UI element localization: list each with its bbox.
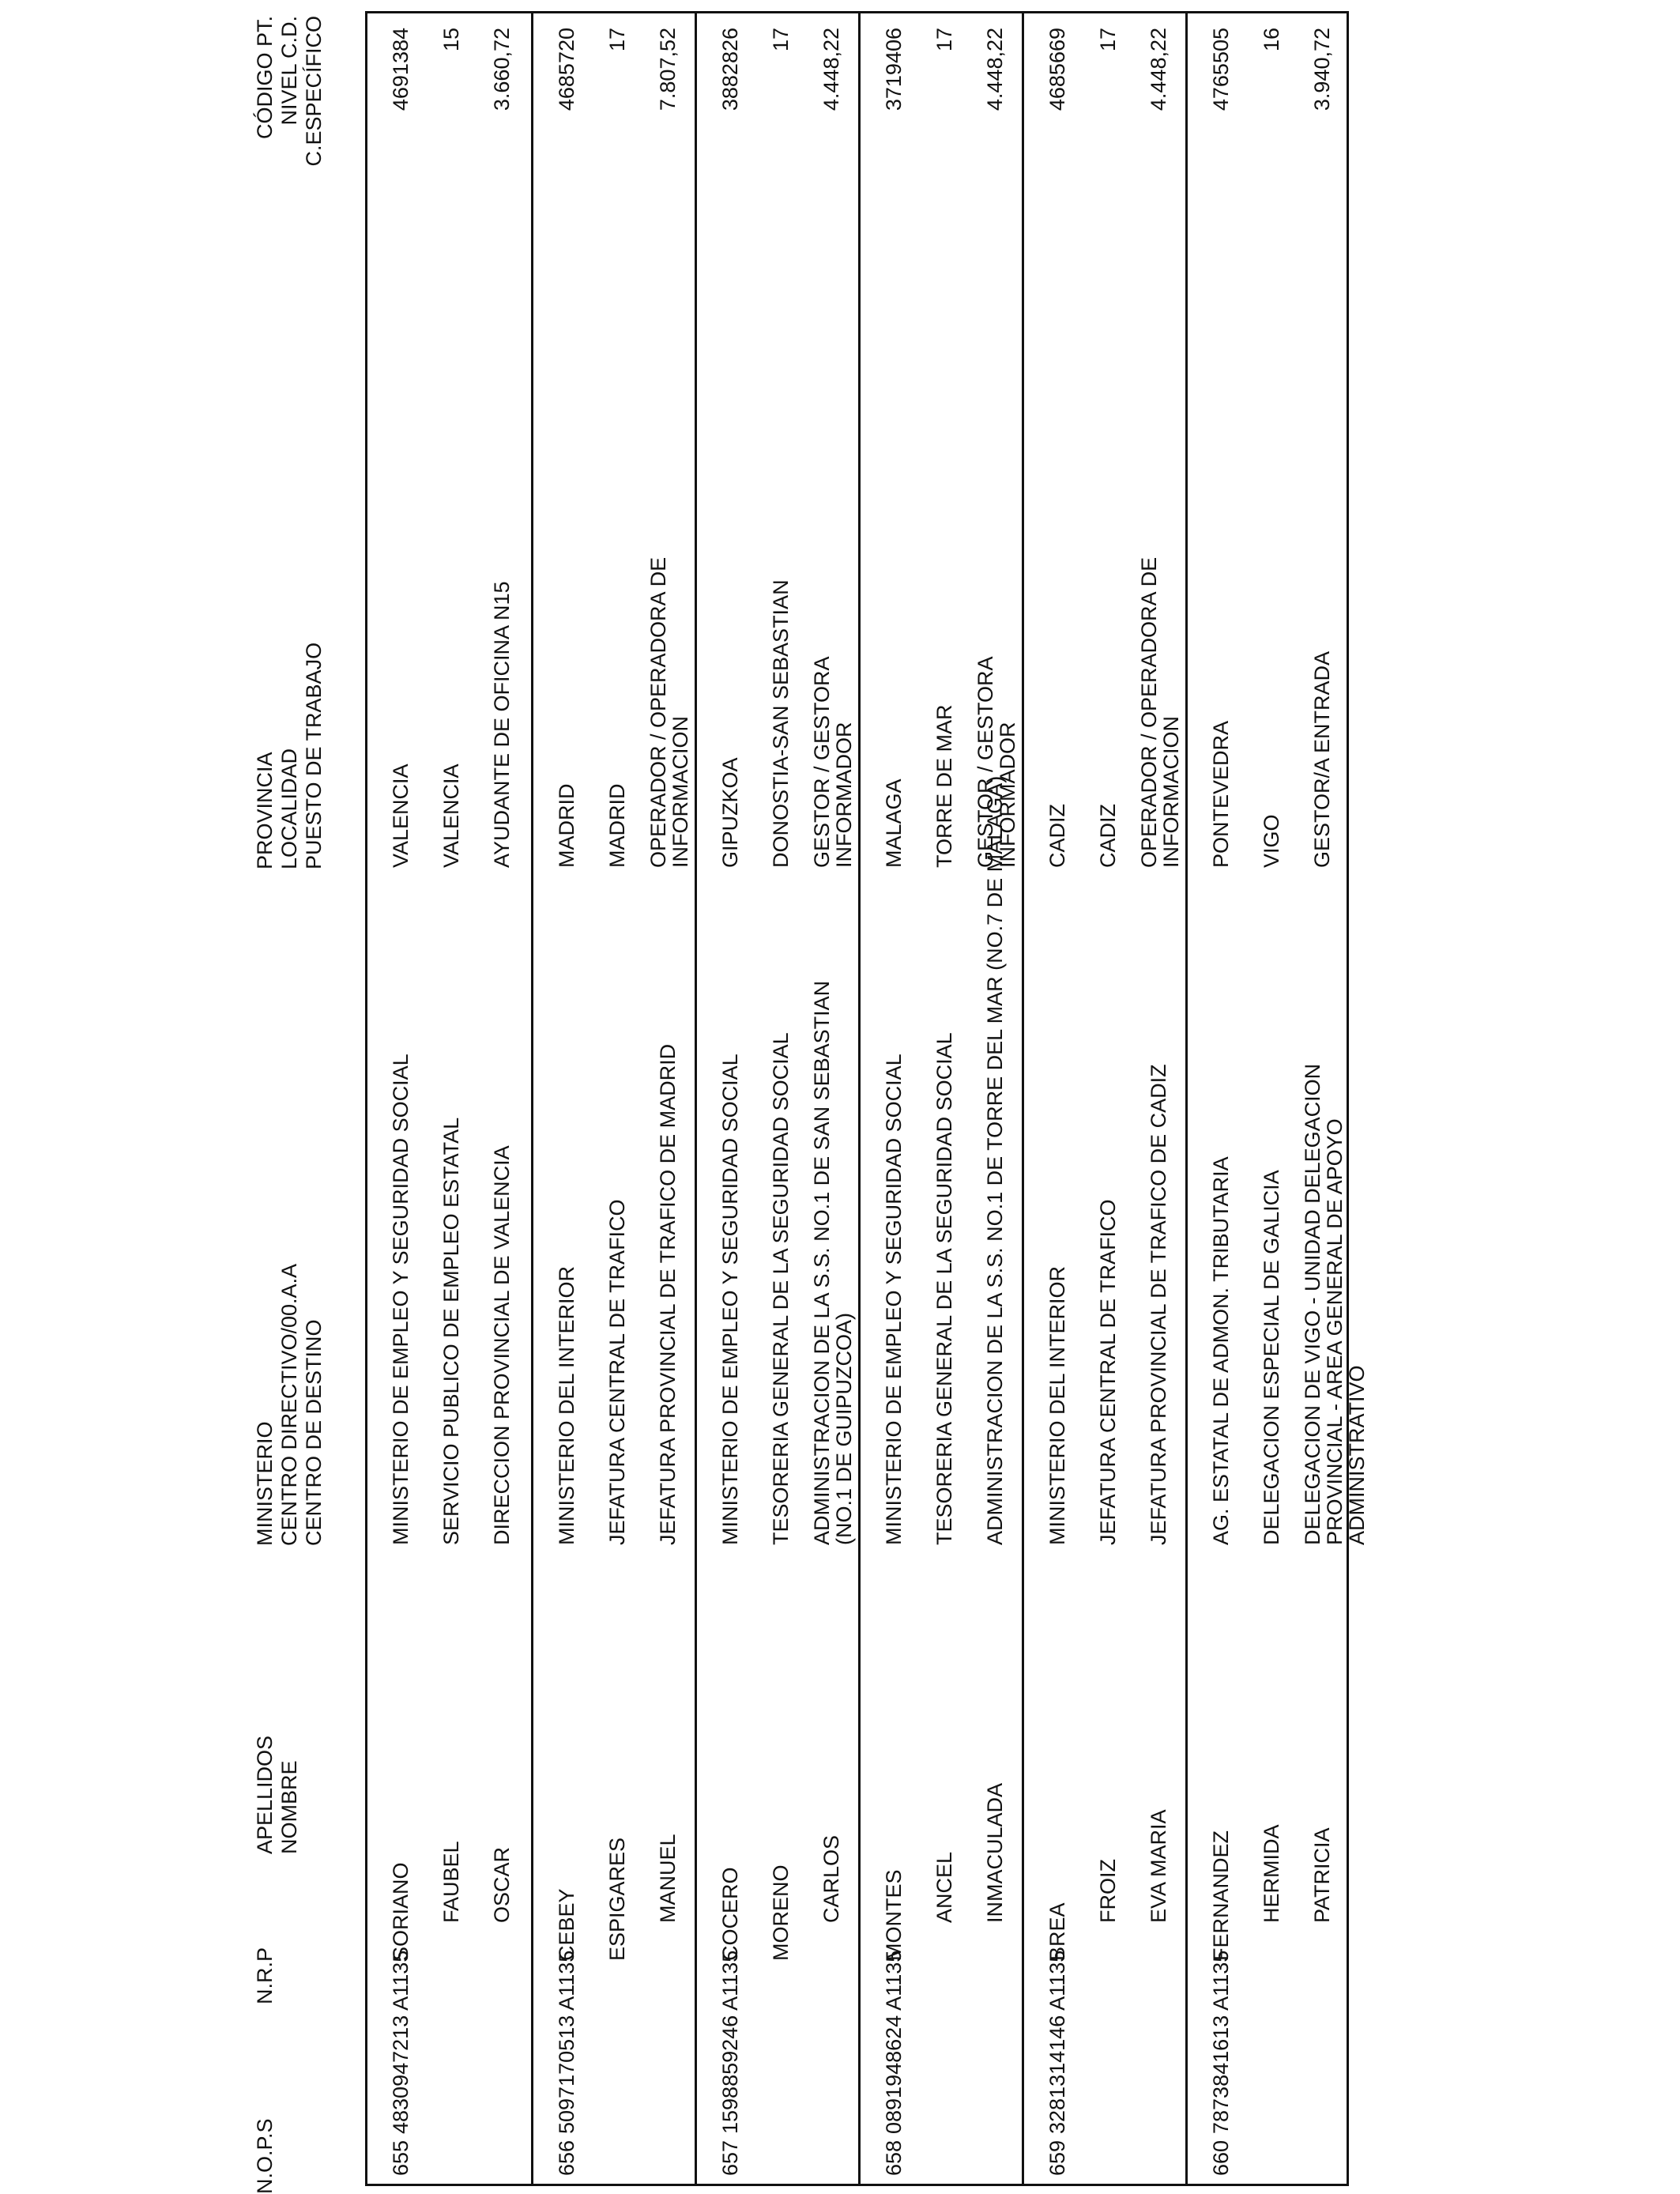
record-apellido1: CEBEY — [555, 1888, 578, 1961]
record-apellido1: MONTES — [882, 1869, 906, 1961]
record-especifico: 4.448,22 — [983, 28, 1007, 111]
header-especifico: C.ESPECÍFICO — [302, 16, 326, 167]
header-ministerio: MINISTERIO — [253, 1421, 277, 1546]
record-centro-destino: ADMINISTRACION DE LA S.S. NO.1 DE TORRE DEL MAR (NO.7 DE MALAGA) — [983, 775, 1007, 1545]
header-codigo-group — [253, 16, 326, 242]
record-apellido2: MORENO — [769, 1864, 793, 1961]
record-provincia: PONTEVEDRA — [1209, 720, 1233, 868]
record-apellido2: HERMIDA — [1260, 1824, 1283, 1923]
record-nivel: 17 — [769, 28, 793, 52]
record-especifico: 3.940,72 — [1310, 28, 1334, 111]
header-nombre: NOMBRE — [277, 1760, 301, 1854]
record-puesto: GESTOR / GESTORA INFORMADOR — [974, 657, 1019, 868]
record-ministerio: MINISTERIO DEL INTERIOR — [555, 1265, 578, 1545]
record-nops: 657 — [718, 2139, 742, 2176]
record-apellido1: COCERO — [718, 1867, 742, 1961]
record-nivel: 17 — [1096, 28, 1120, 52]
header-nivel: NIVEL C.D. — [277, 16, 301, 126]
record-provincia: MADRID — [555, 783, 578, 868]
record-especifico: 4.448,22 — [819, 28, 843, 111]
record-centro-destino: ADMINISTRACION DE LA S.S. NO.1 DE SAN SEBASTIAN (NO.1 DE GUIPUZCOA) — [810, 980, 856, 1545]
record-centro-destino: JEFATURA PROVINCIAL DE TRAFICO DE MADRID — [656, 1043, 680, 1545]
record-localidad: CADIZ — [1096, 804, 1120, 868]
record-puesto: OPERADOR / OPERADORA DE INFORMACION — [1137, 556, 1183, 868]
record-codigo: 3719406 — [882, 28, 906, 111]
record-centro-directivo: JEFATURA CENTRAL DE TRAFICO — [605, 1199, 629, 1545]
record-nrp: 0891948624 A1135 — [882, 1950, 906, 2134]
record-nivel: 15 — [439, 28, 463, 52]
record-codigo: 3882826 — [718, 28, 742, 111]
header-provincia-group — [253, 643, 326, 869]
record-centro-destino: DIRECCION PROVINCIAL DE VALENCIA — [490, 1145, 514, 1545]
record-ministerio: MINISTERIO DE EMPLEO Y SEGURIDAD SOCIAL — [882, 1054, 906, 1545]
record-especifico: 3.660,72 — [490, 28, 514, 111]
record-nombre: MANUEL — [656, 1834, 680, 1923]
header-codigo: CÓDIGO PT. — [253, 16, 277, 140]
header-localidad: LOCALIDAD — [277, 748, 301, 869]
record-nops: 659 — [1045, 2139, 1069, 2176]
record-codigo: 4685669 — [1045, 28, 1069, 111]
header-centro-destino: CENTRO DE DESTINO — [302, 1319, 326, 1546]
record-ministerio: MINISTERIO DE EMPLEO Y SEGURIDAD SOCIAL — [389, 1054, 412, 1545]
header-nops: N.O.P.S — [253, 2118, 277, 2194]
record-nivel: 17 — [605, 28, 629, 52]
record-puesto: GESTOR / GESTORA INFORMADOR — [810, 657, 856, 868]
record-centro-directivo: TESORERIA GENERAL DE LA SEGURIDAD SOCIAL — [932, 1032, 956, 1545]
header-centro-directivo: CENTRO DIRECTIVO/00.A.A — [277, 1263, 301, 1546]
record-row — [531, 13, 697, 2184]
record-row — [858, 13, 1024, 2184]
record-apellido1: BREA — [1045, 1902, 1069, 1961]
record-localidad: DONOSTIA-SAN SEBASTIAN — [769, 579, 793, 868]
record-puesto: AYUDANTE DE OFICINA N15 — [490, 581, 514, 868]
record-nrp: 7873841613 A1135 — [1209, 1950, 1233, 2134]
record-centro-directivo: DELEGACION ESPECIAL DE GALICIA — [1260, 1170, 1283, 1545]
record-nops: 660 — [1209, 2139, 1233, 2176]
header-provincia: PROVINCIA — [253, 752, 277, 869]
record-nops: 658 — [882, 2139, 906, 2176]
record-localidad: TORRE DE MAR — [932, 704, 956, 868]
record-apellido1: SORIANO — [389, 1862, 412, 1961]
header-puesto: PUESTO DE TRABAJO — [302, 642, 326, 869]
record-apellido2: ESPIGARES — [605, 1837, 629, 1961]
record-nombre: INMACULADA — [983, 1782, 1007, 1923]
record-localidad: VIGO — [1260, 814, 1283, 868]
record-nrp: 1598859246 A1135 — [718, 1950, 742, 2134]
record-especifico: 7.807,52 — [656, 28, 680, 111]
record-nops: 656 — [555, 2139, 578, 2176]
header-apellidos: APELLIDOS — [253, 1735, 277, 1854]
record-row — [695, 13, 861, 2184]
record-nrp: 3281314146 A1135 — [1045, 1950, 1069, 2134]
record-ministerio: AG. ESTATAL DE ADMON. TRIBUTARIA — [1209, 1156, 1233, 1545]
record-apellido2: FAUBEL — [439, 1841, 463, 1923]
record-apellido1: FERNANDEZ — [1209, 1830, 1233, 1961]
record-centro-destino: JEFATURA PROVINCIAL DE TRAFICO DE CADIZ — [1147, 1064, 1170, 1545]
record-puesto: GESTOR/A ENTRADA — [1310, 650, 1334, 868]
record-nrp: 4830947213 A1135 — [389, 1950, 412, 2134]
record-centro-directivo: TESORERIA GENERAL DE LA SEGURIDAD SOCIAL — [769, 1032, 793, 1545]
record-nombre: PATRICIA — [1310, 1827, 1334, 1923]
record-localidad: VALENCIA — [439, 763, 463, 868]
record-provincia: MALAGA — [882, 778, 906, 868]
record-centro-directivo: JEFATURA CENTRAL DE TRAFICO — [1096, 1199, 1120, 1545]
record-codigo: 4685720 — [555, 28, 578, 111]
record-centro-destino: DELEGACION DE VIGO - UNIDAD DELEGACION PROVINCIAL - AREA GENERAL DE APOYO ADMINISTRATIVO — [1301, 1063, 1369, 1545]
header-apellidos-nombre — [253, 1736, 302, 1854]
record-codigo: 4765505 — [1209, 28, 1233, 111]
record-nombre: OSCAR — [490, 1846, 514, 1923]
record-row — [367, 13, 531, 2184]
record-nombre: CARLOS — [819, 1834, 843, 1923]
record-ministerio: MINISTERIO DEL INTERIOR — [1045, 1265, 1069, 1545]
record-row — [1185, 13, 1369, 2184]
header-nrp: N.R.P — [253, 1947, 277, 2004]
record-ministerio: MINISTERIO DE EMPLEO Y SEGURIDAD SOCIAL — [718, 1054, 742, 1545]
record-apellido2: ANCEL — [932, 1851, 956, 1923]
record-row — [1022, 13, 1188, 2184]
record-provincia: CADIZ — [1045, 804, 1069, 868]
record-especifico: 4.448,22 — [1147, 28, 1170, 111]
record-codigo: 4691384 — [389, 28, 412, 111]
record-nivel: 16 — [1260, 28, 1283, 52]
header-ministerio-group — [253, 1264, 326, 1546]
record-nivel: 17 — [932, 28, 956, 52]
record-centro-directivo: SERVICIO PUBLICO DE EMPLEO ESTATAL — [439, 1117, 463, 1545]
record-nrp: 5097170513 A1135 — [555, 1950, 578, 2134]
record-puesto: OPERADOR / OPERADORA DE INFORMACION — [646, 556, 692, 868]
record-provincia: VALENCIA — [389, 763, 412, 868]
records-table — [365, 11, 1369, 2186]
record-nops: 655 — [389, 2139, 412, 2176]
record-apellido2: FROIZ — [1096, 1859, 1120, 1923]
record-localidad: MADRID — [605, 783, 629, 868]
record-provincia: GIPUZKOA — [718, 757, 742, 868]
record-nombre: EVA MARIA — [1147, 1809, 1170, 1923]
